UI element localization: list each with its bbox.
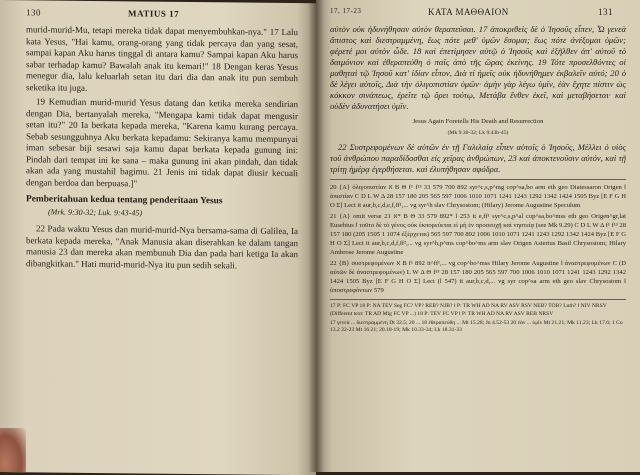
cross-reference-note: 17 γενεὰ ... διεστραμμένη Dt 32.5; 20 ... 18 ἐθεραπεύθη ... Mt 15.28; Jn 4.52-53 20 ἐὰν ... ὑμῖν Mt 21.21; Mk 11.23; Lk 17.6; 1 Co 13.2 22-23 Mt 16.21; 20.18-19; Mk 10.33-34; Lk 18.31-33 [330, 319, 623, 334]
apparatus-entry: 22 {B} συστρεφομένων א B f¹ 892 it^ff¹,... vg cop^bo^mss Hilary Jerome Augustine ǁ ἀναστρεφομένων C (D αὐτῶν δὲ ἀναστρεφομένων) L W Δ Θ f¹³ 28 157 180 205 565 597 700 1006 1010 1071 1241 1243 1292 1342 1424 1505 Byz [E F G H O Σ] Lect (l 547) it aur,b,c,d,... vg syr cop^sa arm eth geo slav Chrysostom ǁ ὑποστρεφόντων 579 [330, 259, 626, 295]
apparatus-entry: 20 {A} ὀλιγοπιστίαν א B Θ f¹ f¹³ 33 579 700 892 syr^c,s,p^mg cop^sa,bo arm eth geo Diatessaron Origen ǁ ἀπιστίαν C D L W Δ 28 157 180 205 565 597 1006 1010 1071 1241 1243 1292 1342 1424 1505 Byz [E F G H O Σ] Lect it aur,b,c,d,e,f,ff¹,... vg syr^h slav Chrysostom; (Hilary) Jerome Augustine Speculum [330, 184, 626, 210]
apparatus-divider [330, 179, 626, 180]
page-number-right: 131 [598, 7, 613, 17]
english-section-heading: Jesus Again Foretells His Death and Resurrection [412, 118, 544, 125]
left-page [0, 0, 316, 475]
running-head-left: MATIUS 17 [128, 8, 180, 19]
notes-divider [330, 299, 626, 300]
running-head-chapter: 17, 17-23 [330, 7, 362, 15]
discourse-and-cross-reference-notes [330, 303, 626, 334]
critical-apparatus [330, 183, 626, 295]
page-number-left: 130 [26, 7, 41, 18]
english-section-references: (Mk 9.30-32; Lk 9.43b-45) [447, 129, 509, 136]
book-gutter-shadow [308, 0, 324, 472]
section-references: (Mrk. 9:30-32; Luk. 9:43-45) [48, 207, 142, 217]
right-body [330, 24, 626, 335]
running-head-greek: ΚΑΤΑ ΜΑΘΘΑΙΟΝ [428, 7, 509, 17]
left-body [26, 24, 298, 275]
section-heading: Pemberitahuan kedua tentang penderitaan Yesus [26, 194, 223, 207]
greek-text-verses-22-23: 22 Συστρεφομένων δὲ αὐτῶν ἐν τῇ Γαλιλαίᾳ εἶπεν αὐτοῖς ὁ Ἰησοῦς, Μέλλει ὁ υἱὸς τοῦ ἀνθρώπου παραδίδοσθαι εἰς χεῖρας ἀνθρώπων, 23 καὶ ἀποκτενοῦσιν αὐτόν, καὶ τῇ τρίτῃ ἡμέρᾳ ἐγερθήσεται. καὶ ἐλυπήθησαν σφόδρα. [330, 142, 626, 174]
right-page [316, 0, 640, 472]
greek-text-verses-16-20: αὐτὸν οὐκ ἠδυνήθησαν αὐτὸν θεραπεῦσαι. 17 ἀποκριθεὶς δὲ ὁ Ἰησοῦς εἶπεν, Ὦ γενεὰ ἄπιστος καὶ διεστραμμένη, ἕως πότε μεθ' ὑμῶν ἔσομαι; ἕως πότε ἀνέξομαι ὑμῶν; φέρετέ μοι αὐτὸν ὧδε. 18 καὶ ἐπετίμησεν αὐτῷ ὁ Ἰησοῦς καὶ ἐξῆλθεν ἀπ' αὐτοῦ τὸ δαιμόνιον καὶ ἐθεραπεύθη ὁ παῖς ἀπὸ τῆς ὥρας ἐκείνης. 19 Τότε προσελθόντες οἱ μαθηταὶ τῷ Ἰησοῦ κατ' ἰδίαν εἶπον, Διὰ τί ἡμεῖς οὐκ ἠδυνήθημεν ἐκβαλεῖν αὐτό; 20 ὁ δὲ λέγει αὐτοῖς, Διὰ τὴν ὀλιγοπιστίαν ὑμῶν· ἀμὴν γὰρ λέγω ὑμῖν, ἐὰν ἔχητε πίστιν ὡς κόκκον σινάπεως, ἐρεῖτε τῷ ὄρει τούτῳ, Μετάβα ἔνθεν ἐκεῖ, καὶ μεταβήσεται· καὶ οὐδὲν ἀδυνατήσει ὑμῖν. [330, 24, 626, 111]
thumb [0, 428, 26, 472]
paragraph-verses-22-23: 22 Pada waktu Yesus dan murid-murid-Nya bersama-sama di Galilea, Ia berkata kepada mereka, "Anak Manusia akan diserahkan ke dalam tangan manusia 23 dan mereka akan membunuh Dia dan pada hari ketiga Ia akan dibangkitkan." Hati murid-murid-Nya itu pun sedih sekali. [26, 223, 298, 270]
discourse-note: 17 P: FC VP 18 P: NA TEV Seg FC? VP? REB? NJB? ǁ P: TR WH AD NA RV ASV RSV NEB? TOB? Luth? ǁ NIV NRSV (Different text: TR AD Mlg FC VP ...) 18 P: TEV FC VP ǁ P: TR WH AD NA RV ASV REB NRSV [330, 303, 607, 318]
paragraph-verses-19-21: 19 Kemudian murid-murid Yesus datang dan ketika mereka sendirian dengan Dia, bertanyalah mereka, "Mengapa kami tidak dapat mengusir setan itu?" 20 Ia berkata kepada mereka, "Karena kamu kurang percaya. Sebab sesungguhnya Aku berkata kepadamu: Sekiranya kamu mempunyai iman sebesar biji sesawi saja kamu dapat berkata kepada gunung ini: Pindah dari tempat ini ke sana – maka gunung ini akan pindah, dan tidak akan ada yang mustahil bagimu. 21 Jenis ini tidak dapat diusir kecuali dengan berdoa dan berpuasa.]" [26, 96, 298, 188]
paragraph-verses-16-18: murid-murid-Mu, tetapi mereka tidak dapat menyembuhkan-nya." 17 Lalu kata Yesus, "Hai kamu, orang-orang yang tidak percaya dan yang sesat, sampai kapan Aku harus tinggal di antara kamu? Sampai kapan Aku harus sabar terhadap kamu? Bawalah anak itu kemari!" 18 Dengan keras Yesus menegur dia, lalu keluarlah setan itu dari dia dan anak itu pun sembuh seketika itu juga. [26, 24, 298, 93]
apparatus-entry: 21 {A} omit verse 21 א* B Θ 33 579 892* l 253 it e,ff¹ syr^c,s,p^al cop^sa,bo^mss eth geo Origen^gr,lat Eusebius ǁ τοῦτο δὲ τὸ γένος οὐκ ἐκπορεύεται εἰ μὴ ἐν προσευχῇ καὶ νηστείᾳ (see Mk 9.29) C D L W Δ f¹ f¹³ 28 157 180 (205 1505 1 1074 ἐξέρχεται) 565 597 700 892 1006 1010 1071 1241 1243 1292 1342 1424 Byz [E F G H O Σ] Lect it aur,b,c,d,f,ff²,... vg syr^h,p^ms cop^bo^ms arm slav Origen Asterius Basil Chrysostom; Hilary Ambrose Jerome Augustine [330, 212, 626, 257]
